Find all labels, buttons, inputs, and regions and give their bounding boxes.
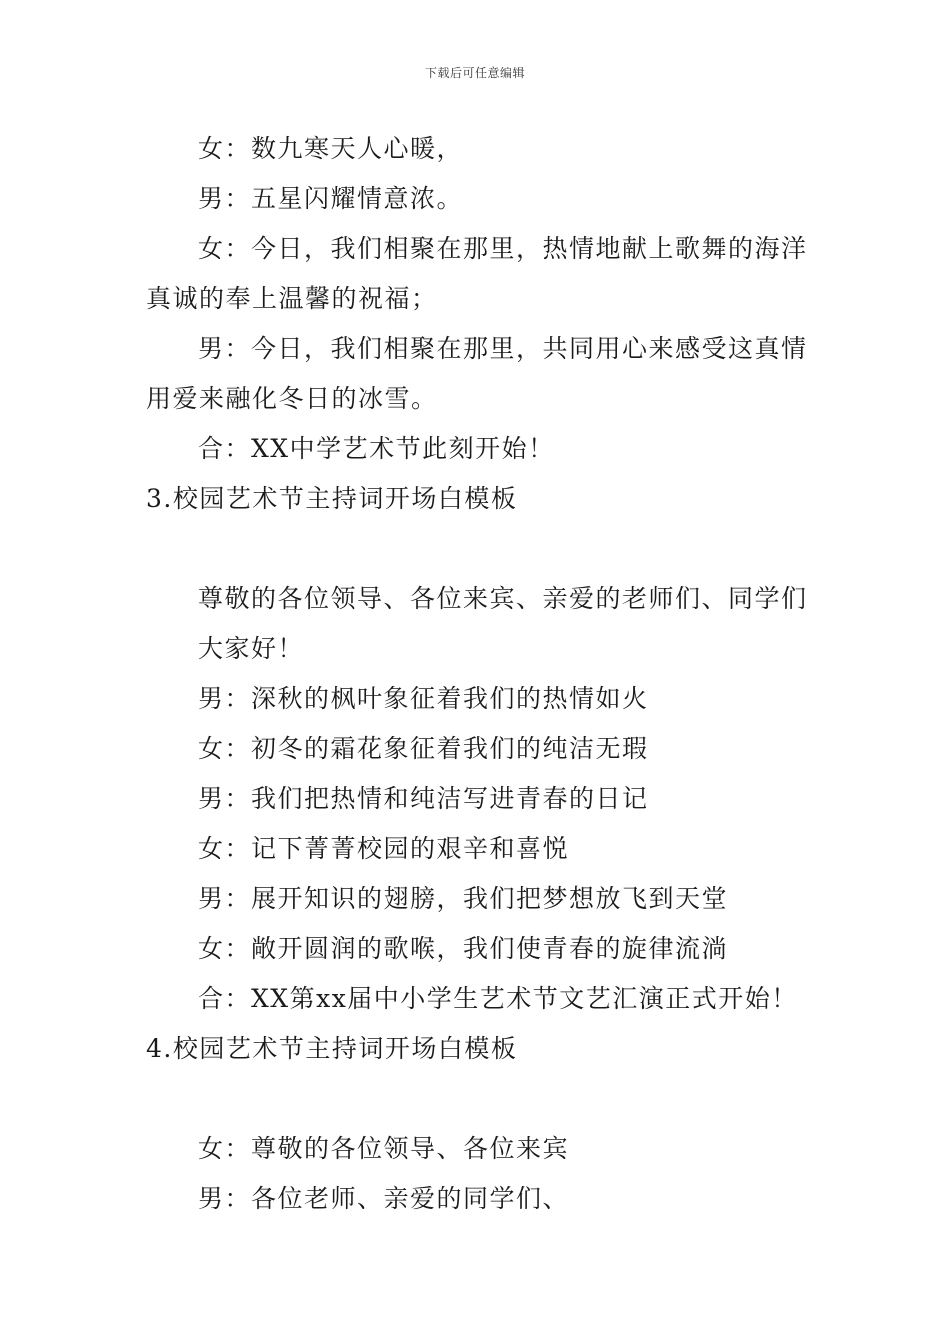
dialogue-line: 女：敞开圆润的歌喉，我们使青春的旋律流淌 — [198, 934, 729, 963]
dialogue-line: 女：数九寒天人心暖， — [198, 134, 464, 163]
dialogue-line: 合：XX第xx届中小学生艺术节文艺汇演正式开始！ — [198, 984, 798, 1013]
dialogue-line: 男：五星闪耀情意浓。 — [198, 184, 464, 213]
dialogue-line: 男：今日，我们相聚在那里，共同用心来感受这真情 — [198, 334, 808, 363]
dialogue-line: 女：尊敬的各位领导、各位来宾 — [198, 1134, 570, 1163]
greeting-line: 尊敬的各位领导、各位来宾、亲爱的老师们、同学们 — [198, 584, 808, 613]
section-spacer — [146, 1074, 810, 1124]
greeting-line: 大家好！ — [198, 634, 305, 663]
section-spacer — [146, 524, 810, 574]
dialogue-line: 男：展开知识的翅膀，我们把梦想放飞到天堂 — [198, 884, 729, 913]
dialogue-line-continued: 用爱来融化冬日的冰雪。 — [146, 384, 438, 413]
document-body — [146, 124, 810, 1224]
dialogue-line: 女：记下菁菁校园的艰辛和喜悦 — [198, 834, 570, 863]
section-heading: 3.校园艺术节主持词开场白模板 — [146, 484, 518, 513]
dialogue-line: 男：各位老师、亲爱的同学们、 — [198, 1184, 570, 1213]
dialogue-line: 女：今日，我们相聚在那里，热情地献上歌舞的海洋 — [198, 234, 808, 263]
dialogue-line-continued: 真诚的奉上温馨的祝福； — [146, 284, 438, 313]
dialogue-line: 合：XX中学艺术节此刻开始！ — [198, 434, 555, 463]
dialogue-line: 男：我们把热情和纯洁写进青春的日记 — [198, 784, 649, 813]
dialogue-line: 男：深秋的枫叶象征着我们的热情如火 — [198, 684, 649, 713]
page-header: 下载后可任意编辑 — [424, 66, 525, 80]
section-heading: 4.校园艺术节主持词开场白模板 — [146, 1034, 518, 1063]
dialogue-line: 女：初冬的霜花象征着我们的纯洁无瑕 — [198, 734, 649, 763]
